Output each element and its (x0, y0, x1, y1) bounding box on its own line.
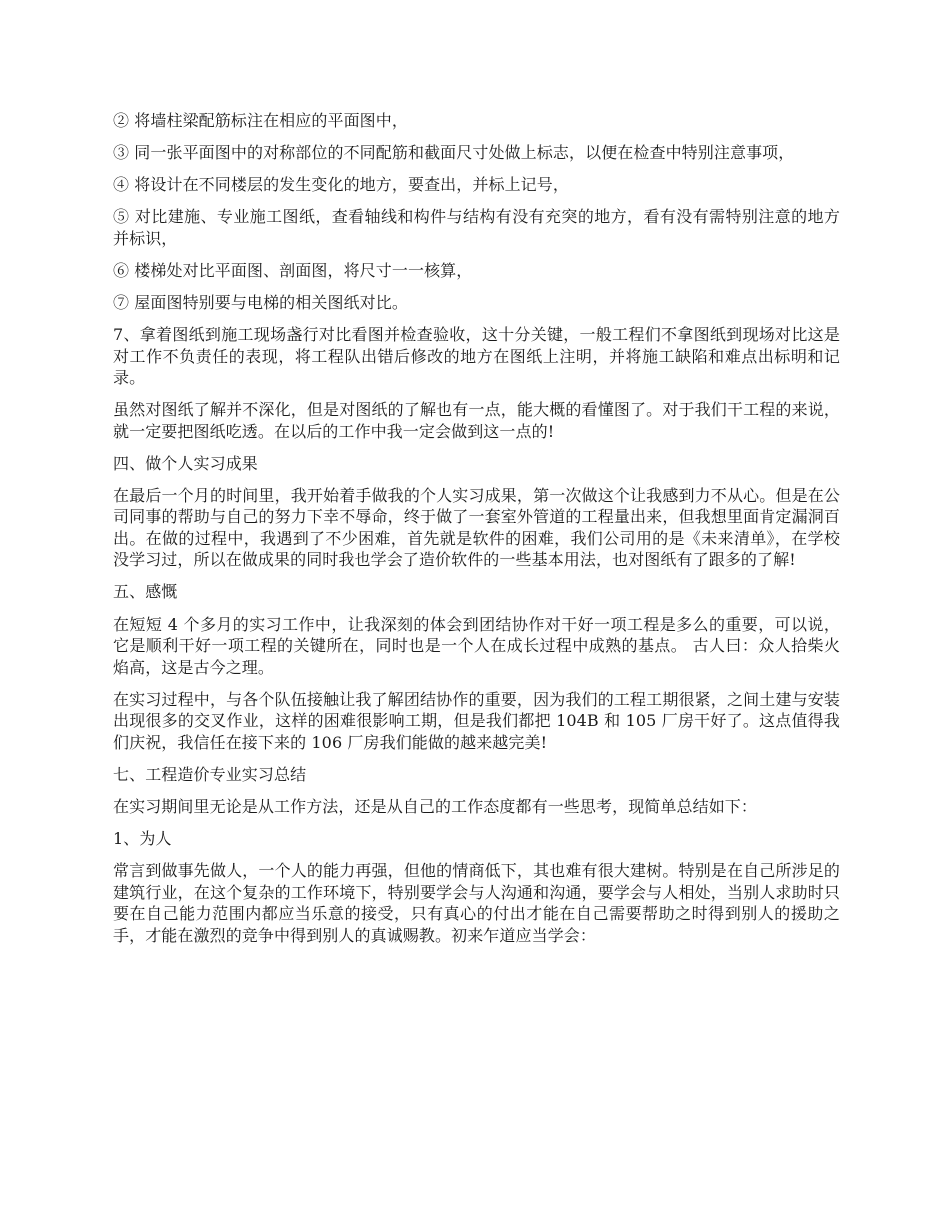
step-3-paragraph: ③ 同一张平面图中的对称部位的不同配筋和截面尺寸处做上标志，以便在检查中特别注意事项， (113, 143, 795, 163)
step-6-paragraph: ⑥ 楼梯处对比平面图、剖面图，将尺寸一一核算， (113, 260, 473, 280)
section-5-heading: 五、感慨 (113, 582, 178, 602)
section-7-intro: 在实习期间里无论是从工作方法，还是从自己的工作态度都有一些思考，现简单总结如下： (113, 796, 758, 816)
item-7-paragraph: 7、拿着图纸到施工现场盏行对比看图并检查验收，这十分关键，一般工程们不拿图纸到现场对比这是对工作不负责任的表现，将工程队出错后修改的地方在图纸上注明，并将施工缺陷和难点出标明和记录。 (113, 325, 840, 388)
step-4-paragraph: ④ 将设计在不同楼层的发生变化的地方，要查出，并标上记号， (113, 175, 569, 195)
section-4-heading: 四、做个人实习成果 (113, 453, 258, 473)
subsection-1-body: 常言到做事先做人，一个人的能力再强，但他的情商低下，其也难有很大建树。特别是在自己所涉足的建筑行业，在这个复杂的工作环境下，特别要学会与人沟通和沟通，要学会与人相处，当别人求助时只要在自己能力范围内都应当乐意的接受，只有真心的付出才能在自己需要帮助之时得到别人的援助之手，才能在激烈的竞争中得到别人的真诚赐教。初来乍道应当学会： (113, 861, 840, 945)
step-2-paragraph: ② 将墙柱梁配筋标注在相应的平面图中， (113, 111, 408, 130)
section-5-body-1: 在短短 4 个多月的实习工作中，让我深刻的体会到团结协作对干好一项工程是多么的重要，可以说，它是顺利干好一项工程的关键所在，同时也是一个人在成长过程中成熟的基点。 古人曰：众人拾柴火焰高，这是古今之理。 (113, 614, 840, 677)
drawing-summary-paragraph: 虽然对图纸了解并不深化，但是对图纸的了解也有一点，能大概的看懂图了。对于我们干工程的来说，就一定要把图纸吃透。在以后的工作中我一定会做到这一点的! (113, 400, 840, 441)
document-page (113, 110, 840, 957)
section-4-body: 在最后一个月的时间里，我开始着手做我的个人实习成果，第一次做这个让我感到力不从心。但是在公司同事的帮助与自己的努力下幸不辱命，终于做了一套室外管道的工程量出来，但我想里面肯定漏洞百出。在做的过程中，我遇到了不少困难，首先就是软件的困难，我们公司用的是《未来清单》，在学校没学习过，所以在做成果的同时我也学会了造价软件的一些基本用法，也对图纸有了跟多的了解! (113, 485, 840, 570)
step-5-paragraph: ⑤ 对比建施、专业施工图纸，查看轴线和构件与结构有没有充突的地方，看有没有需特别注意的地方并标识， (113, 207, 840, 248)
section-5-body-2: 在实习过程中，与各个队伍接触让我了解团结协作的重要，因为我们的工程工期很紧，之间土建与安装出现很多的交叉作业，这样的困难很影响工期，但是我们都把 104B 和 105 厂房干好了。这点值得我们庆祝，我信任在接下来的 106 厂房我们能做的越来越完美! (113, 689, 840, 752)
section-7-heading: 七、工程造价专业实习总结 (113, 764, 307, 784)
subsection-1-heading: 1、为人 (113, 828, 172, 848)
step-7-paragraph: ⑦ 屋面图特别要与电梯的相关图纸对比。 (113, 292, 408, 312)
